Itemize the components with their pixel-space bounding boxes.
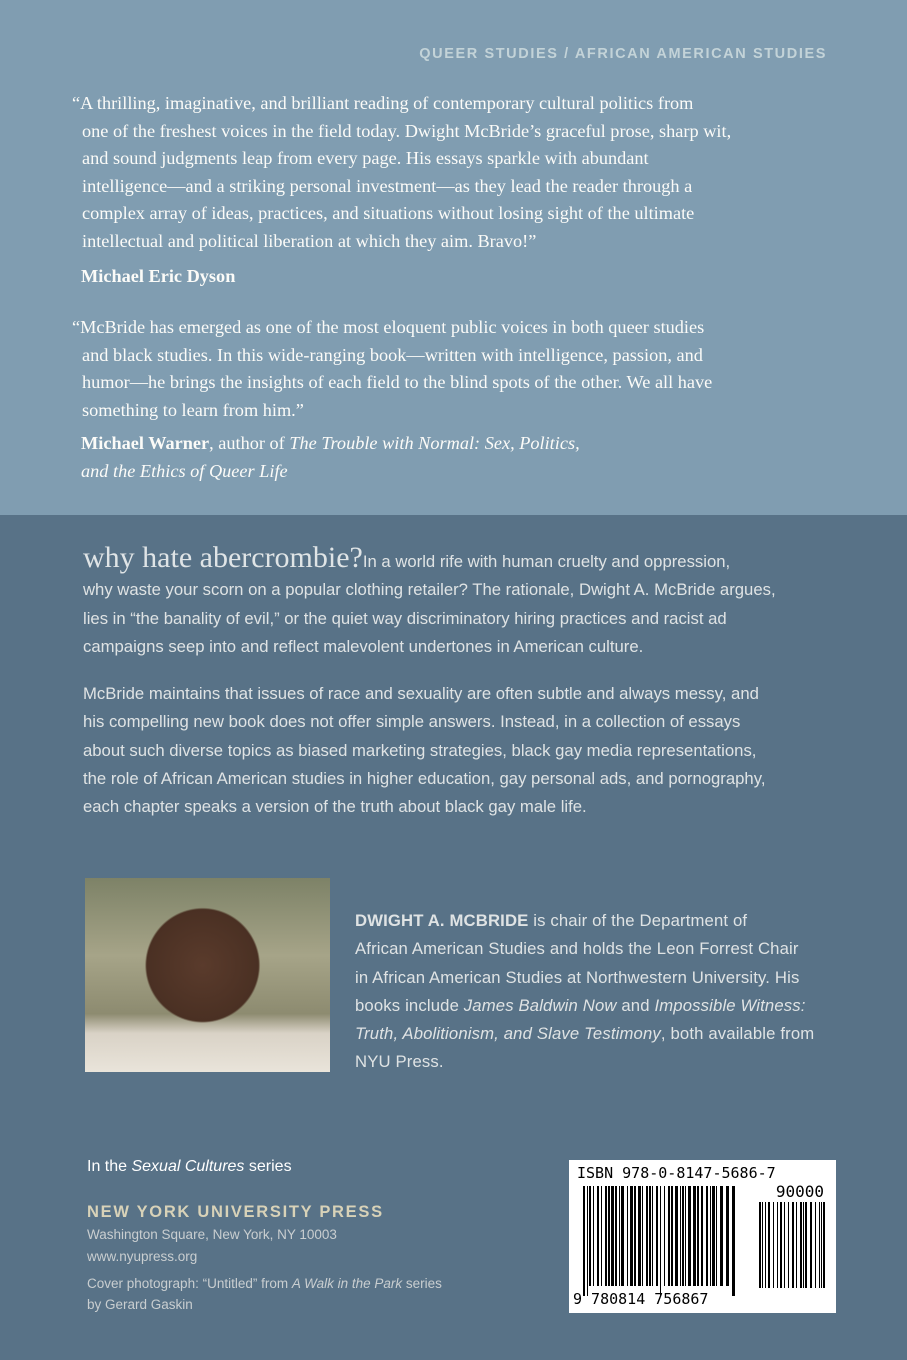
bar: [788, 1202, 789, 1288]
bar: [819, 1202, 820, 1288]
text-segment: In a world rife with human cruelty and oppression,: [362, 552, 731, 571]
text-line: [83, 680, 765, 708]
text-segment: DWIGHT A. MCBRIDE: [355, 911, 529, 930]
publisher-address: Washington Square, New York, NY 10003: [87, 1227, 337, 1242]
text-line: [72, 228, 731, 256]
text-line: [83, 576, 776, 604]
bar: [634, 1186, 636, 1286]
bar: [810, 1202, 812, 1288]
bar: [706, 1186, 708, 1286]
text-line: [72, 145, 731, 173]
description-p2: [83, 680, 765, 821]
text-segment: intelligence—and a striking personal investment—as they lead the reader through a: [82, 175, 693, 196]
text-segment: is chair of the Department of: [528, 911, 748, 930]
bar: [693, 1186, 696, 1286]
bar: [587, 1186, 588, 1296]
text-segment: complex array of ideas, practices, and situations without losing sight of the ultimate: [82, 203, 695, 223]
bar: [823, 1202, 825, 1288]
text-segment: the role of African American studies in higher education, gay personal ads, and pornography,: [83, 768, 766, 788]
category-label: QUEER STUDIES / AFRICAN AMERICAN STUDIES: [419, 46, 827, 62]
bar: [656, 1186, 658, 1286]
bar: [601, 1186, 602, 1286]
text-segment: and: [616, 995, 655, 1015]
text-line: [87, 1153, 292, 1181]
isbn-barcode: [569, 1160, 836, 1313]
bar: [784, 1202, 785, 1288]
text-segment: , author of: [209, 433, 290, 453]
text-segment: intellectual and political liberation at which they aim. Bravo!”: [82, 230, 537, 251]
text-segment: Michael Eric Dyson: [81, 266, 236, 286]
ean-text: 9 780814 756867: [573, 1290, 709, 1308]
quote-1: [72, 90, 731, 291]
price-code: 90000: [775, 1182, 824, 1201]
text-segment: A Walk in the Park: [291, 1276, 403, 1291]
publisher-url[interactable]: www.nyupress.org: [87, 1249, 198, 1264]
bar: [796, 1202, 797, 1288]
bar: [642, 1186, 643, 1286]
quote-2: [72, 314, 712, 485]
text-segment: The Trouble with Normal: Sex, Politics,: [289, 433, 580, 453]
bar: [759, 1202, 761, 1288]
text-segment: In the: [87, 1158, 132, 1175]
text-segment: Michael Warner: [81, 433, 210, 453]
text-line: [72, 118, 731, 146]
text-segment: by Gerard Gaskin: [87, 1297, 193, 1312]
author-bio: [355, 907, 814, 1077]
bar: [597, 1186, 599, 1286]
bar: [720, 1186, 723, 1286]
bar: [777, 1202, 778, 1288]
bar: [780, 1202, 782, 1288]
text-segment: each chapter speaks a version of the truth about black gay male life.: [83, 797, 587, 817]
text-line: [72, 90, 731, 118]
text-line: [72, 342, 712, 370]
text-segment: and sound judgments leap from every page. His essays sparkle with abundant: [82, 148, 649, 168]
bar: [583, 1186, 585, 1296]
bar: [685, 1186, 686, 1286]
bar: [803, 1202, 804, 1288]
text-line: [87, 1294, 442, 1315]
bar: [762, 1202, 763, 1288]
text-line: [83, 765, 765, 793]
text-segment: NYU Press.: [355, 1052, 444, 1072]
text-segment: in African American Studies at Northwestern University. His: [355, 967, 800, 987]
text-line: [355, 1020, 814, 1048]
text-line: [87, 1273, 442, 1294]
text-line: [355, 964, 814, 992]
text-line: [83, 605, 776, 633]
text-segment: Cover photograph: “Untitled” from: [87, 1276, 292, 1291]
bar: [768, 1202, 770, 1288]
text-line: [81, 458, 712, 486]
bar: [765, 1202, 766, 1288]
bar: [792, 1202, 794, 1288]
text-line: [363, 552, 730, 571]
text-segment: James Baldwin Now: [463, 995, 617, 1015]
bar: [815, 1202, 816, 1288]
text-line: [72, 397, 712, 425]
text-segment: something to learn from him.”: [82, 399, 304, 420]
text-segment: African American Studies and holds the Leon Forrest Chair: [355, 939, 799, 959]
publisher-name: NEW YORK UNIVERSITY PRESS: [87, 1203, 384, 1221]
bar: [821, 1202, 822, 1288]
text-line: [355, 935, 814, 963]
text-segment: “A thrilling, imaginative, and brilliant reading of contemporary cultural politics from: [72, 93, 694, 113]
text-line: [355, 1048, 814, 1076]
bar: [682, 1186, 684, 1286]
bar: [611, 1186, 614, 1286]
text-line: [81, 430, 712, 458]
text-segment: Sexual Cultures: [131, 1158, 245, 1175]
bar: [608, 1186, 610, 1286]
bar: [716, 1186, 717, 1286]
text-segment: McBride maintains that issues of race and sexuality are often subtle and always messy, and: [83, 684, 759, 703]
description-heading: why hate abercrombie?: [83, 541, 363, 574]
bar: [652, 1186, 653, 1286]
bar: [589, 1186, 591, 1286]
bar: [593, 1186, 594, 1286]
text-segment: humor—he brings the insights of each field to the blind spots of the other. We all have: [82, 372, 713, 392]
endorsements-panel: [0, 0, 907, 515]
author-photo: [85, 878, 330, 1072]
text-line: [83, 793, 765, 821]
bar: [605, 1186, 607, 1286]
bar: [649, 1186, 651, 1286]
text-line: [83, 633, 776, 661]
text-line: [355, 907, 814, 935]
text-segment: books include: [355, 995, 464, 1015]
bar: [664, 1186, 665, 1286]
bar: [675, 1186, 678, 1286]
photo-credit: [87, 1273, 442, 1315]
text-segment: why waste your scorn on a popular clothing retailer? The rationale, Dwight A. McBride argues,: [83, 580, 776, 600]
text-line: [72, 314, 712, 342]
bar: [668, 1186, 670, 1286]
bar: [630, 1186, 633, 1286]
bar: [732, 1186, 735, 1296]
text-segment: series: [402, 1276, 442, 1291]
text-segment: his compelling new book does not offer simple answers. Instead, in a collection of essays: [83, 712, 741, 732]
series-note: [87, 1153, 292, 1181]
text-segment: “McBride has emerged as one of the most eloquent public voices in both queer studies: [72, 317, 705, 337]
text-segment: series: [244, 1158, 292, 1175]
description-p1: [83, 541, 776, 661]
text-line: [83, 737, 765, 765]
text-line: [72, 173, 731, 201]
text-segment: and black studies. In this wide-ranging book—written with intelligence, passion, and: [82, 344, 703, 365]
text-line: [72, 369, 712, 397]
bar: [701, 1186, 703, 1286]
bar: [638, 1186, 641, 1286]
bar: [688, 1186, 691, 1286]
text-line: [81, 263, 731, 291]
bar: [615, 1186, 617, 1286]
isbn-text: ISBN 978-0-8147-5686-7: [577, 1164, 776, 1182]
text-segment: , both available from: [660, 1024, 815, 1044]
text-segment: campaigns seep into and reflect malevolent undertones in American culture.: [83, 636, 644, 656]
bar: [619, 1186, 620, 1286]
text-segment: Impossible Witness:: [654, 995, 806, 1015]
bar: [712, 1186, 715, 1286]
text-line: [72, 200, 731, 228]
bar: [621, 1186, 624, 1286]
bar: [671, 1186, 673, 1286]
bar: [627, 1186, 628, 1286]
text-segment: one of the freshest voices in the field today. Dwight McBride’s graceful prose, sharp wit,: [82, 120, 732, 141]
bar: [726, 1186, 729, 1286]
text-line: [355, 992, 814, 1020]
bar: [680, 1186, 681, 1286]
bar: [646, 1186, 648, 1286]
text-segment: lies in “the banality of evil,” or the quiet way discriminatory hiring practices and racist ad: [83, 608, 727, 628]
bar: [697, 1186, 699, 1286]
text-segment: and the Ethics of Queer Life: [81, 460, 288, 481]
bar: [710, 1186, 711, 1286]
text-line: [83, 708, 765, 736]
text-segment: Truth, Abolitionism, and Slave Testimony: [355, 1024, 661, 1044]
bar: [800, 1202, 802, 1288]
bar: [805, 1202, 807, 1288]
bar: [660, 1186, 661, 1296]
bar: [773, 1202, 774, 1288]
text-segment: about such diverse topics as biased marketing strategies, black gay media representations,: [83, 740, 757, 760]
